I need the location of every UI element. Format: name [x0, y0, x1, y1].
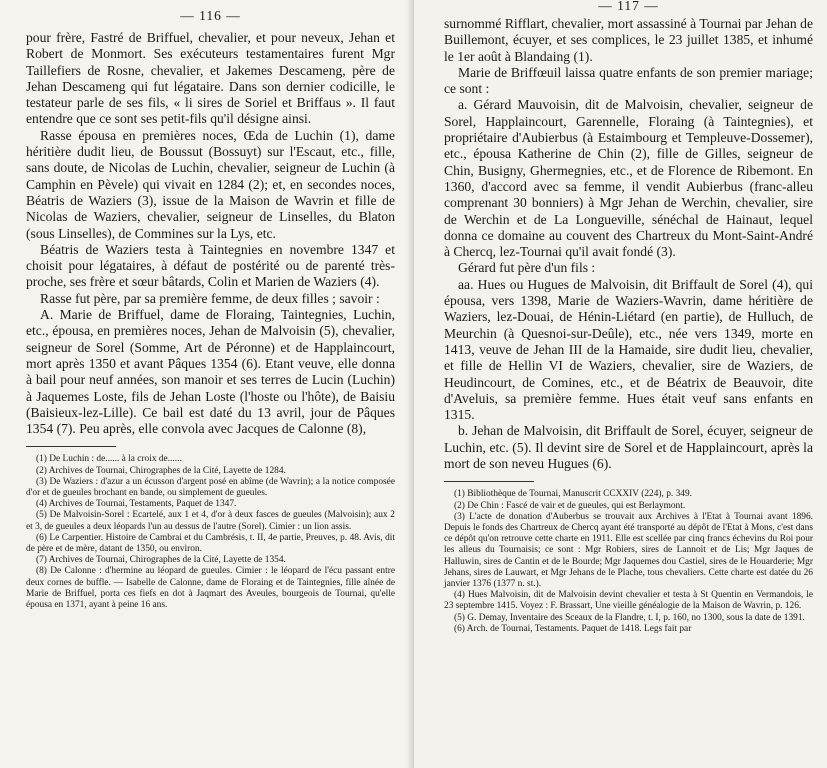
paragraph: pour frère, Fastré de Briffuel, chevalier, et pour neveux, Jehan et Robert de Monmort. Ses exécuteurs testamentaires furent Mgr Taillefiers de Rosne, chevalier, et Jakemes Descameng, père de Jehan Descameng qui fut légataire. Dans son dernier codicille, le testateur parle de ses fils, « li sires de Soriel et Briffaus ». Il faut entendre que ce sont ses petit-fils qu'il désigne ainsi. [26, 30, 395, 127]
footnote: (8) De Calonne : d'hermine au léopard de gueules. Cimier : le léopard de l'écu passant entre deux cornes de buffle. — Isabelle de Calonne, dame de Floraing et de Taintegnies, fille aînée de Marie de Briffuel, porta ces fiefs en dot à Jaqmart des Aveules, bourgeois de Tournai, qu'elle épousa en 1371, ayant à peine 16 ans. [26, 566, 395, 611]
footnote: (2) De Chin : Fascé de vair et de gueules, qui est Berlaymont. [454, 500, 686, 511]
page-number: — 116 — [180, 8, 241, 23]
main-text [26, 30, 395, 437]
footnote: (5) De Malvoisin-Sorel : Ecartelé, aux 1 et 4, d'or à deux fasces de gueules (Malvoisin); aux 2 et 3, de gueules a deux léopards l'un au dessus de l'autre (Sorel). Cimier : un lion assis. [26, 510, 395, 532]
paragraph: surnommé Rifflart, chevalier, mort assassiné à Tournai par Jehan de Buillemont, écuyer, et ses complices, le 23 juillet 1385, et inhumé le 1er août à Blandaing (1). [444, 16, 813, 64]
footnote-divider [26, 446, 116, 447]
footnotes [444, 489, 813, 635]
paragraph: Marie de Briffœuil laissa quatre enfants de son premier mariage; ce sont : [444, 64, 813, 97]
paragraph: Rasse fut père, par sa première femme, de deux filles ; savoir : [40, 290, 380, 306]
footnote: (2) Archives de Tournai, Chirographes de la Cité, Layette de 1284. [36, 465, 286, 476]
right-page [414, 0, 827, 768]
page-number: — 117 — [598, 0, 659, 13]
footnote: (6) Le Carpentier. Histoire de Cambrai et du Cambrésis, t. II, 4e partie, Preuves, p. 48. Avis, dit de père et de mère, datant de 1350, ou environ. [26, 532, 395, 555]
footnote: (7) Archives de Tournai, Chirographes de la Cité, Layette de 1354. [36, 555, 286, 566]
paragraph: Rasse épousa en premières noces, Œda de Luchin (1), dame héritière dudit lieu, de Boussut (Bossuyt) sur l'Escaut, etc., fille, sans doute, de Nicolas de Luchin, chevalier, seigneur de Luchin (à Camphin en Pèvele) qui vivait en 1284 (2); et, en secondes noces, Béatris de Waziers (3), issue de la Maison de Wavrin et fille de Nicolas de Waziers, chevalier, seigneur de Linselles, du Blaton (sous Linselles), de Commines sur la Lys, etc. [26, 127, 395, 241]
footnote: (6) Arch. de Tournai, Testaments. Paquet de 1418. Legs fait par [454, 623, 692, 634]
paragraph: Béatris de Waziers testa à Taintegnies en novembre 1347 et choisit pour légataires, à défaut de postérité ou de parenté très-proche, ses frère et sœur bâtards, Colin et Marien de Waziers (4). [26, 241, 395, 290]
paragraph: a. Gérard Mauvoisin, dit de Malvoisin, chevalier, seigneur de Sorel, Happlaincourt, Garennelle, Floraing (à Taintegnies), et propriétaire d'Aubierbus (à Estaimbourg et Templeuve-Dossemer), etc., épousa Katherine de Chin (2), fille de Gilles, seigneur de Chin, Busigny, Ghermegnies, etc., et de Florence de Ribemont. En 1360, d'accord avec sa femme, il vendit Aubierbus (franc-alleu comprenant 30 bonniers) à Mgr Jehan de Werchin, chevalier, sire de Werchin et de La Longueville, sénéchal de Hainaut, lequel donna ce domaine au couvent des Chartreux du Mont-Saint-André à Chercq, lez-Tournai qu'il avait fondé (3). [444, 97, 813, 260]
footnote: (4) Archives de Tournai, Testaments, Paquet de 1347. [36, 499, 237, 510]
footnote: (1) De Luchin : de...... à la croix de...... [36, 454, 182, 465]
footnote: (3) De Waziers : d'azur a un écusson d'argent posé en abîme (de Wavrin); a la notice composée d'or et de gueules brochant en bande, ou simplement de gueules. [26, 476, 395, 499]
footnotes [26, 454, 395, 611]
paragraph: b. Jehan de Malvoisin, dit Briffault de Sorel, écuyer, seigneur de Luchin, etc. (5). Il devint sire de Sorel et de Happlaincourt, après la mort de son neveu Hugues (6). [444, 423, 813, 472]
paragraph: A. Marie de Briffuel, dame de Floraing, Taintegnies, Luchin, etc., épousa, en premières noces, Jehan de Malvoisin (5), chevalier, seigneur de Sorel (Somme, Art de Péronne) et de Happlaincourt, mort après 1350 et avant Pâques 1354 (6). Etant veuve, elle donna à bail pour neuf années, son manoir et ses terres de Lucin (Luchin) à Jaquemes Loste, fils de Jehan Loste (l'hoste ou l'hôte), de Baisiu (Baisieux-lez-Lille). Ce bail est daté du 13 avril, jour de Pâques 1354 (7). Peu après, elle convola avec Jacques de Calonne (8), [26, 307, 395, 437]
footnote: (1) Bibliothèque de Tournai, Manuscrit CCXXIV (224), p. 349. [454, 489, 693, 500]
left-page [0, 0, 413, 768]
footnote: (4) Hues Malvoisin, dit de Malvoisin devint chevalier et testa à St Quentin en Vermandois, le 23 septembre 1415. Voyez : F. Brassart, Une vieille généalogie de la Maison de Wavrin, p. 126. [444, 590, 813, 612]
main-text [444, 16, 813, 472]
footnote-divider [444, 481, 534, 482]
paragraph: aa. Hues ou Hugues de Malvoisin, dit Briffault de Sorel (4), qui épousa, vers 1398, Marie de Waziers-Wavrin, dame héritière de Waziers, lez-Douai, de Hénin-Liétard (en partie), de Hulluch, de Meurchin (à Quesnoi-sur-Deûle), etc., née vers 1349, morte en 1413, veuve de Jehan III de la Hamaide, sire dudit lieu, chevalier, et fille de Hellin VI de Waziers, chevalier, sire de Waziers, de Heudincourt, de Comines, etc., et de Béatrix de Beauvoir, dite d'Aveluis, sa première femme. Hues était veuf sans enfants en 1315. [444, 276, 813, 423]
paragraph: Gérard fut père d'un fils : [458, 260, 596, 276]
footnote: (5) G. Demay, Inventaire des Sceaux de la Flandre, t. I, p. 160, no 1300, sous la date de 1391. [454, 612, 805, 623]
footnote: (3) L'acte de donation d'Auberbus se trouvait aux Archives à l'Etat à Tournai avant 1896. Depuis le fonds des Chartreux de Chercq ayant été transporté au dépôt de l'Etat à Mons, c'est dans ce dépôt qu'on retrouve cette charte en 1911. Elle est scellée par cinq francs échevins du Roi pour les alleus du Tournaisis; ce sont : Mgr Robiers, sires de Lannoit et de Lis; Mgr Jaques de Halluwin, sires de Cantin et de le Bourde; Mgr Jaquemes dou Castiel, sires de le Houarderie; Mgr Jehans, sires de Lauwart, et Mgr Jehans de le Plache, tous chevaliers. Cette charte est datée du 26 janvier 1376 (1377 n. st.). [444, 511, 813, 589]
